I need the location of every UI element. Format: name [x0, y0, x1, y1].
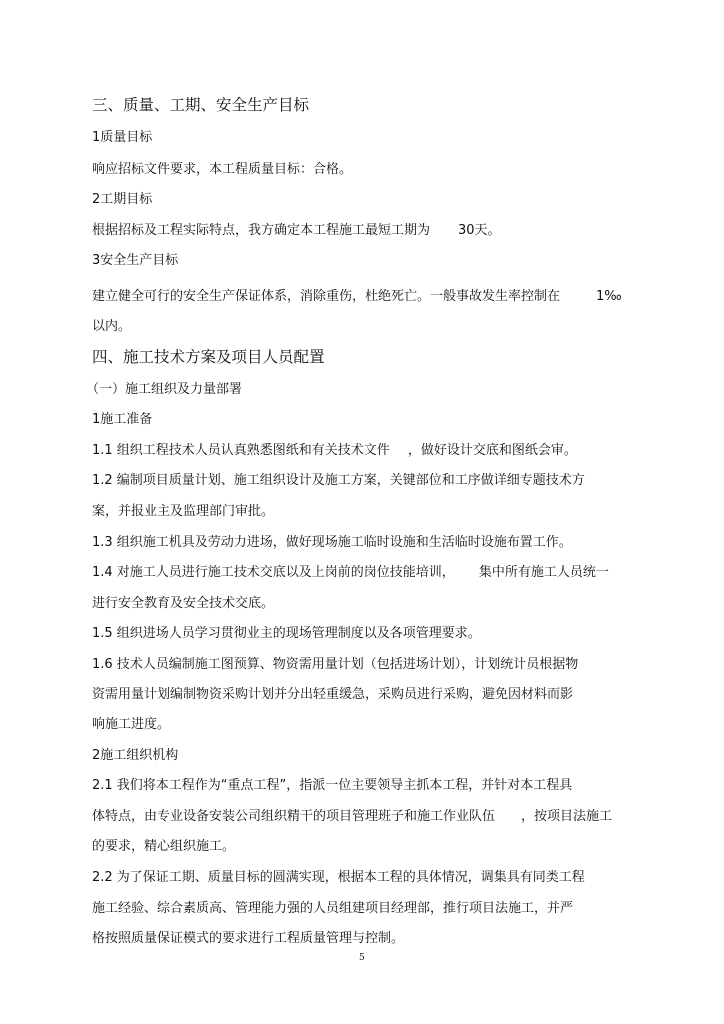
paragraph-line: 进行安全教育及安全技术交底。: [92, 596, 275, 611]
text-segment: 体特点，由专业设备安装公司组织精干的项目管理班子和施工作业队伍: [92, 809, 496, 824]
subheading-safety-goal: 3安全生产目标: [92, 253, 179, 268]
text-segment: 1.1 组织工程技术人员认真熟悉图纸和有关技术文件: [92, 443, 390, 458]
text-segment: 1‰: [596, 289, 622, 304]
paragraph-line: [92, 223, 501, 239]
subheading-schedule-goal: 2工期目标: [92, 192, 153, 207]
text-segment: ，做好设计交底和图纸会审。: [407, 443, 577, 458]
section-heading-4: 四、施工技术方案及项目人员配置: [92, 348, 325, 366]
paragraph-line: 1.2 编制项目质量计划、施工组织设计及施工方案，关键部位和工序做详细专题技术方: [92, 473, 585, 488]
paragraph-line: 施工经验、综合素质高、管理能力强的人员组建项目经理部，推行项目法施工，并严: [92, 901, 574, 916]
paragraph-line: [92, 565, 609, 581]
paragraph-line: 格按照质量保证模式的要求进行工程质量管理与控制。: [92, 931, 405, 946]
text-segment: 1.4 对施工人员进行施工技术交底以及上岗前的岗位技能培训，: [92, 565, 455, 580]
paragraph-line: [92, 443, 577, 459]
subheading-organization: 2施工组织机构: [92, 748, 179, 763]
subsection-heading: （一）施工组织及力量部署: [86, 382, 243, 397]
page-number: 5: [359, 953, 365, 963]
subheading-quality-goal: 1质量目标: [92, 130, 153, 145]
paragraph-line: 以内。: [92, 319, 132, 334]
paragraph-line: 的要求，精心组织施工。: [92, 839, 236, 854]
paragraph-line: 资需用量计划编制物资采购计划并分出轻重缓急，采购员进行采购，避免因材料而影: [92, 687, 574, 702]
text-segment: 集中所有施工人员统一: [478, 565, 609, 580]
subheading-preparation: 1施工准备: [92, 412, 153, 427]
paragraph-line: 1.6 技术人员编制施工图预算、物资需用量计划（包括进场计划），计划统计员根据物: [92, 657, 579, 672]
paragraph-line: 1.3 组织施工机具及劳动力进场，做好现场施工临时设施和生活临时设施布置工作。: [92, 535, 572, 550]
paragraph-line: 2.2 为了保证工期、质量目标的圆满实现，根据本工程的具体情况，调集具有同类工程: [92, 870, 585, 885]
paragraph-line: [92, 809, 612, 825]
paragraph-line: 响应招标文件要求，本工程质量目标：合格。: [92, 162, 353, 177]
paragraph-line: 2.1 我们将本工程作为“重点工程”，指派一位主要领导主抓本工程，并针对本工程具: [92, 778, 573, 793]
section-heading-3: 三、质量、工期、安全生产目标: [92, 96, 310, 114]
text-segment: 建立健全可行的安全生产保证体系，消除重伤，杜绝死亡。一般事故发生率控制在: [92, 289, 561, 304]
paragraph-line: [92, 289, 622, 305]
paragraph-line: 响施工进度。: [92, 717, 171, 732]
text-segment: 根据招标及工程实际特点，我方确定本工程施工最短工期为: [92, 223, 431, 238]
text-segment: 30天。: [458, 223, 501, 238]
text-segment: ，按项目法施工: [521, 809, 613, 824]
paragraph-line: 案，并报业主及监理部门审批。: [92, 504, 275, 519]
paragraph-line: 1.5 组织进场人员学习贯彻业主的现场管理制度以及各项管理要求。: [92, 626, 481, 641]
